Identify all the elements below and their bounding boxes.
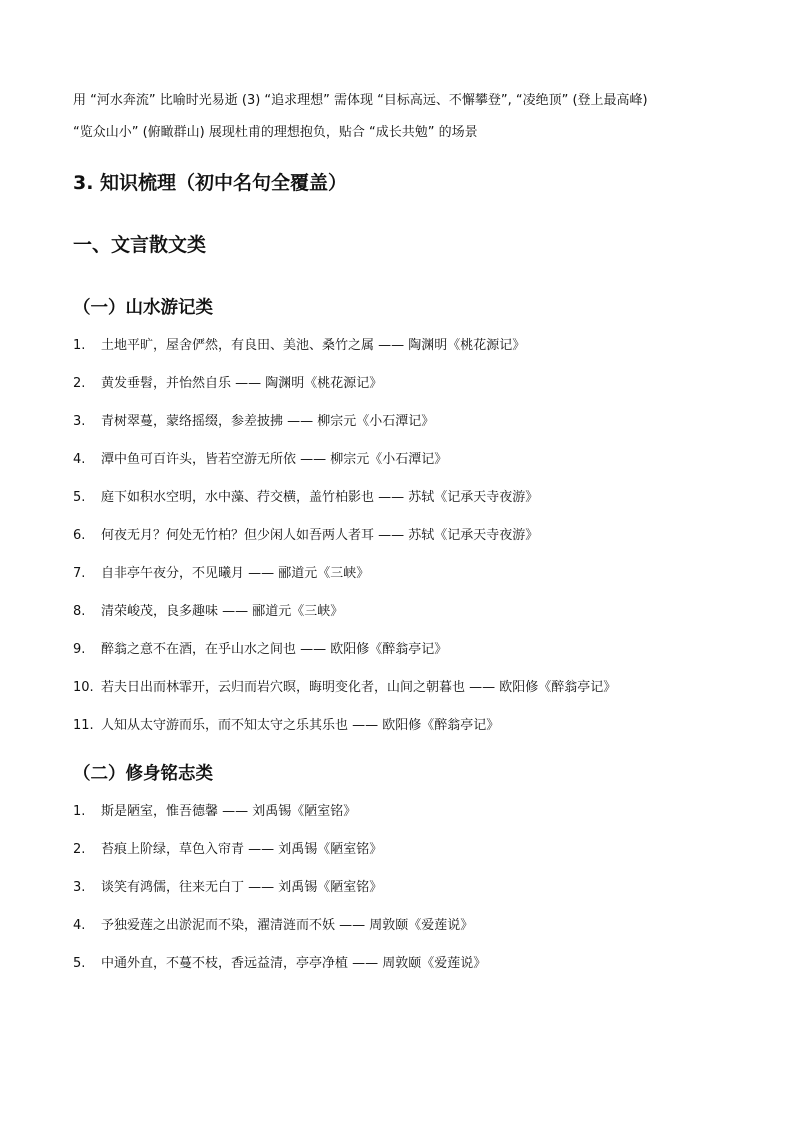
list-item: [73, 716, 733, 736]
item-number: 10.: [73, 680, 94, 695]
item-number: 5.: [73, 956, 86, 971]
item-number: 2.: [73, 842, 86, 857]
list-item: [73, 640, 733, 660]
list-item: [73, 878, 733, 898]
list-item: [73, 802, 733, 822]
list-item: [73, 916, 733, 936]
list-item: [73, 412, 733, 432]
list-item: [73, 602, 733, 622]
item-text: 予独爱莲之出淤泥而不染，濯清涟而不妖 —— 周敦颐《爱莲说》: [101, 918, 474, 933]
item-number: 6.: [73, 528, 86, 543]
item-text: 潭中鱼可百许头，皆若空游无所依 —— 柳宗元《小石潭记》: [101, 452, 448, 467]
item-number: 4.: [73, 452, 86, 467]
item-number: 2.: [73, 376, 86, 391]
list-item: [73, 564, 733, 584]
item-text: 中通外直，不蔓不枝，香远益清，亭亭净植 —— 周敦颐《爱莲说》: [101, 956, 487, 971]
item-text: 黄发垂髫，并怡然自乐 —— 陶渊明《桃花源记》: [101, 376, 383, 391]
item-number: 3.: [73, 414, 86, 429]
item-text: 青树翠蔓，蒙络摇缀，参差披拂 —— 柳宗元《小石潭记》: [101, 414, 435, 429]
intro-line-2: “览众山小” (俯瞰群山) 展现杜甫的理想抱负，贴合 “成长共勉” 的场景: [73, 125, 478, 140]
group-title-landscape: （一）山水游记类: [73, 298, 213, 318]
item-number: 11.: [73, 718, 94, 733]
item-number: 8.: [73, 604, 86, 619]
item-number: 7.: [73, 566, 86, 581]
list-item: [73, 954, 733, 974]
item-text: 人知从太守游而乐，而不知太守之乐其乐也 —— 欧阳修《醉翁亭记》: [101, 718, 500, 733]
item-number: 4.: [73, 918, 86, 933]
intro-line-1: 用 “河水奔流” 比喻时光易逝 (3) “追求理想” 需体现 “目标高远、不懈攀登”, “凌绝顶” (登上最高峰): [73, 93, 648, 108]
item-text: 谈笑有鸿儒，往来无白丁 —— 刘禹锡《陋室铭》: [101, 880, 383, 895]
item-text: 庭下如积水空明，水中藻、荇交横，盖竹柏影也 —— 苏轼《记承天寺夜游》: [101, 490, 539, 505]
item-text: 土地平旷，屋舍俨然，有良田、美池、桑竹之属 —— 陶渊明《桃花源记》: [101, 338, 526, 353]
item-number: 1.: [73, 338, 86, 353]
quote-list-self-cultivation: [73, 802, 733, 974]
item-text: 若夫日出而林霏开，云归而岩穴暝，晦明变化者，山间之朝暮也 —— 欧阳修《醉翁亭记》: [101, 680, 617, 695]
item-number: 3.: [73, 880, 86, 895]
list-item: [73, 488, 733, 508]
list-item: [73, 526, 733, 546]
list-item: [73, 678, 733, 698]
item-number: 1.: [73, 804, 86, 819]
item-number: 9.: [73, 642, 86, 657]
item-text: 醉翁之意不在酒，在乎山水之间也 —— 欧阳修《醉翁亭记》: [101, 642, 448, 657]
document-page: [73, 90, 733, 974]
list-item: [73, 840, 733, 860]
group-title-self-cultivation: （二）修身铭志类: [73, 764, 213, 784]
list-item: [73, 374, 733, 394]
part-title-classical-prose: 一、文言散文类: [73, 234, 207, 256]
list-item: [73, 336, 733, 356]
item-text: 自非亭午夜分，不见曦月 —— 郦道元《三峡》: [101, 566, 370, 581]
item-number: 5.: [73, 490, 86, 505]
section-title-knowledge: 3. 知识梳理（初中名句全覆盖）: [73, 172, 348, 194]
item-text: 清荣峻茂，良多趣味 —— 郦道元《三峡》: [101, 604, 344, 619]
item-text: 何夜无月？何处无竹柏？但少闲人如吾两人者耳 —— 苏轼《记承天寺夜游》: [101, 528, 539, 543]
quote-list-landscape: [73, 336, 733, 736]
list-item: [73, 450, 733, 470]
item-text: 苔痕上阶绿，草色入帘青 —— 刘禹锡《陋室铭》: [101, 842, 383, 857]
item-text: 斯是陋室，惟吾德馨 —— 刘禹锡《陋室铭》: [101, 804, 357, 819]
